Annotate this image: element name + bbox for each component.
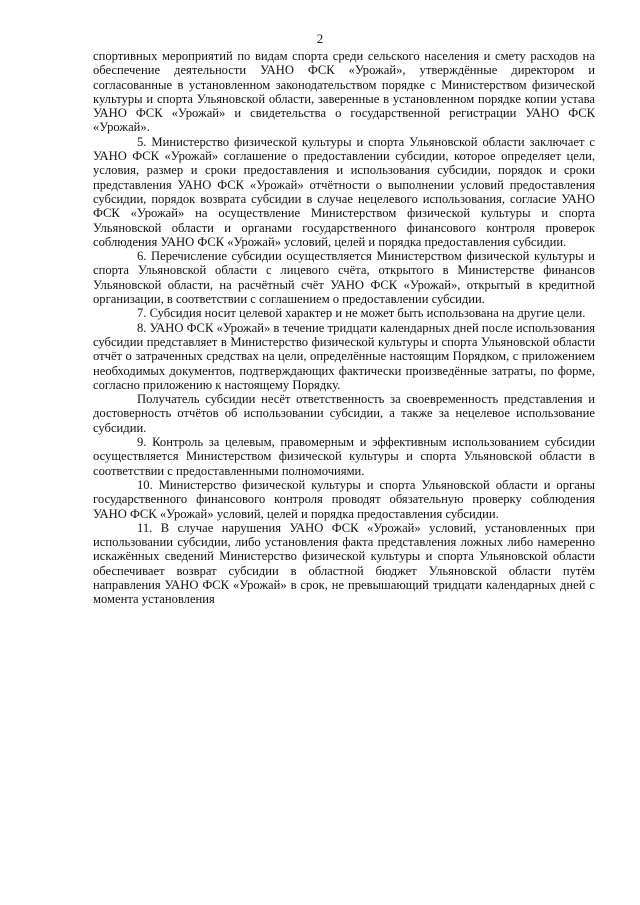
paragraph-11: 11. В случае нарушения УАНО ФСК «Урожай» условий, установленных при использовании субсидии, либо установления факта представления ложных либо намеренно искажённых сведений Министерство физической культуры и спорта Ульяновской области обеспечивает возврат субсидии в областной бюджет Ульяновской области путём направления УАНО ФСК «Урожай» в срок, не превышающий тридцати календарных дней с момента установления	[93, 520, 595, 607]
paragraph-8: 8. УАНО ФСК «Урожай» в течение тридцати календарных дней после использования субсидии представляет в Министерство физической культуры и спорта Ульяновской области отчёт о затраченных средствах на цели, определённые настоящим Порядком, с приложением необходимых документов, подтверждающих фактически произведённые затраты, по форме, согласно приложению к настоящему Порядку.	[93, 320, 595, 392]
paragraph-10: 10. Министерство физической культуры и спорта Ульяновской области и органы государственного финансового контроля проводят обязательную проверку соблюдения УАНО ФСК «Урожай» условий, целей и порядка предоставления субсидии.	[93, 477, 595, 521]
paragraph-8-responsibility: Получатель субсидии несёт ответственность за своевременность представления и достоверность отчётов об использовании субсидии, а также за нецелевое использование субсидии.	[93, 392, 595, 435]
paragraph-9: 9. Контроль за целевым, правомерным и эффективным использованием субсидии осуществляется Министерством физической культуры и спорта Ульяновской области в соответствии с предоставленными полномочиями.	[93, 435, 595, 478]
paragraph-6: 6. Перечисление субсидии осуществляется Министерством физической культуры и спорта Ульяновской области с лицевого счёта, открытого в Министерстве финансов Ульяновской области, на расчётный счёт УАНО ФСК «Урожай», открытый в кредитной организации, в соответствии с соглашением о предоставлении субсидии.	[93, 249, 595, 307]
page-number: 2	[316, 31, 324, 46]
paragraph-continuation: спортивных мероприятий по видам спорта среди сельского населения и смету расходов на обеспечение деятельности УАНО ФСК «Урожай», утверждённые директором и согласованные в установленном законодательством порядке с Министерством физической культуры и спорта Ульяновской области, заверенные в установленном порядке копии устава УАНО ФСК «Урожай» и свидетельства о государственной регистрации УАНО ФСК «Урожай».	[93, 49, 595, 135]
document-body	[93, 49, 595, 607]
paragraph-5: 5. Министерство физической культуры и спорта Ульяновской области заключает с УАНО ФСК «Урожай» соглашение о предоставлении субсидии, которое определяет цели, условия, размер и сроки предоставления и использования субсидии, порядок и сроки представления УАНО ФСК «Урожай» отчётности о выполнении условий предоставления субсидии, порядок возврата субсидии в случае нецелевого использования, согласие УАНО ФСК «Урожай» на осуществление Министерством физической культуры и спорта Ульяновской области и органами государственного финансового контроля проверок соблюдения УАНО ФСК «Урожай» условий, целей и порядка предоставления субсидии.	[93, 134, 595, 249]
paragraph-7: 7. Субсидия носит целевой характер и не может быть использована на другие цели.	[137, 306, 586, 321]
